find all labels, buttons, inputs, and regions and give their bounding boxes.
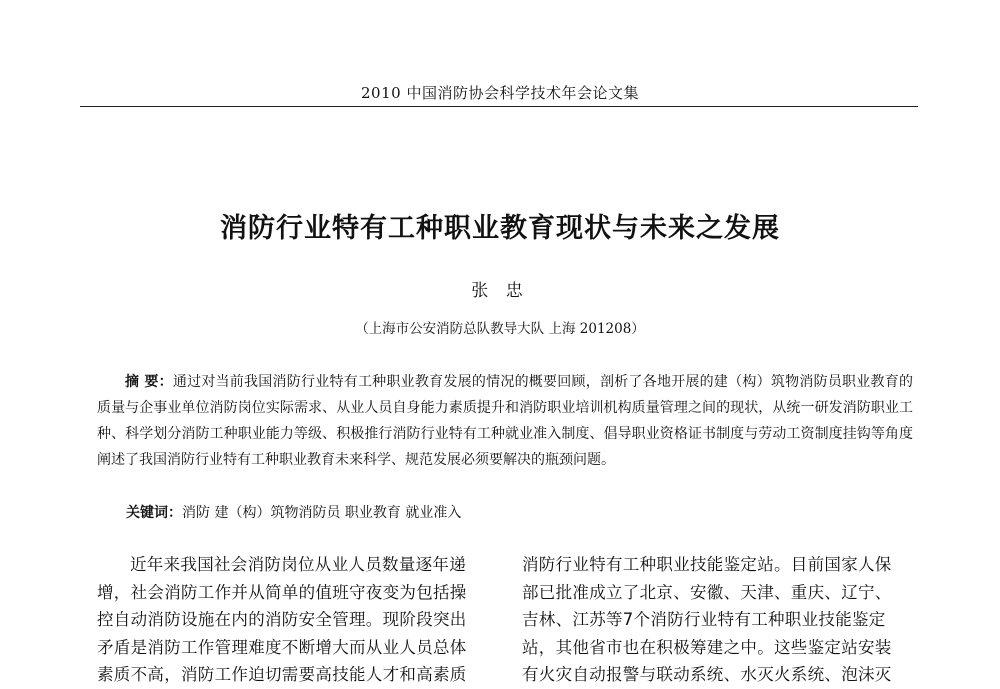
author-affiliation: （上海市公安消防总队教导大队 上海 201208） (355, 321, 645, 337)
paper-author: 张 忠 (471, 281, 529, 301)
abstract (97, 369, 913, 473)
abstract-label: 摘 要： (125, 374, 173, 390)
paper-title: 消防行业特有工种职业教育现状与未来之发展 (220, 213, 780, 244)
keywords (126, 500, 916, 526)
body-right-column: 消防行业特有工种职业技能鉴定站。目前国家人保部已批准成立了北京、安徽、天津、重庆、辽宁、吉林、江苏等7个消防行业特有工种职业技能鉴定站，其他省市也在积极筹建之中。这些鉴定站安装有火灾自动报警与联动系统、水灭火系统、泡沫灭 (522, 555, 892, 684)
abstract-text: 通过对当前我国消防行业特有工种职业教育发展的情况的概要回顾，剖析了各地开展的建（构）筑物消防员职业教育的质量与企事业单位消防岗位实际需求、从业人员自身能力素质提升和消防职业培训机构质量管理之间的现状，从统一研发消防职业工种、科学划分消防工种职业能力等级、积极推行消防行业特有工种就业准入制度、倡导职业资格证书制度与劳动工资制度挂钩等角度阐述了我国消防行业特有工种职业教育未来科学、规范发展必须要解决的瓶颈问题。 (97, 374, 914, 468)
running-header: 2010 中国消防协会科学技术年会论文集 (361, 84, 639, 102)
header-rule (80, 106, 918, 107)
body-left-column: 近年来我国社会消防岗位从业人员数量逐年递增，社会消防工作并从简单的值班守夜变为包括操控自动消防设施在内的消防安全管理。现阶段突出矛盾是消防工作管理难度不断增大而从业人员总体素质不高，消防工作迫切需要高技能人才和高素质 (97, 555, 467, 684)
keywords-text: 消防 建（构）筑物消防员 职业教育 就业准入 (182, 505, 462, 521)
keywords-label: 关键词： (126, 505, 182, 521)
